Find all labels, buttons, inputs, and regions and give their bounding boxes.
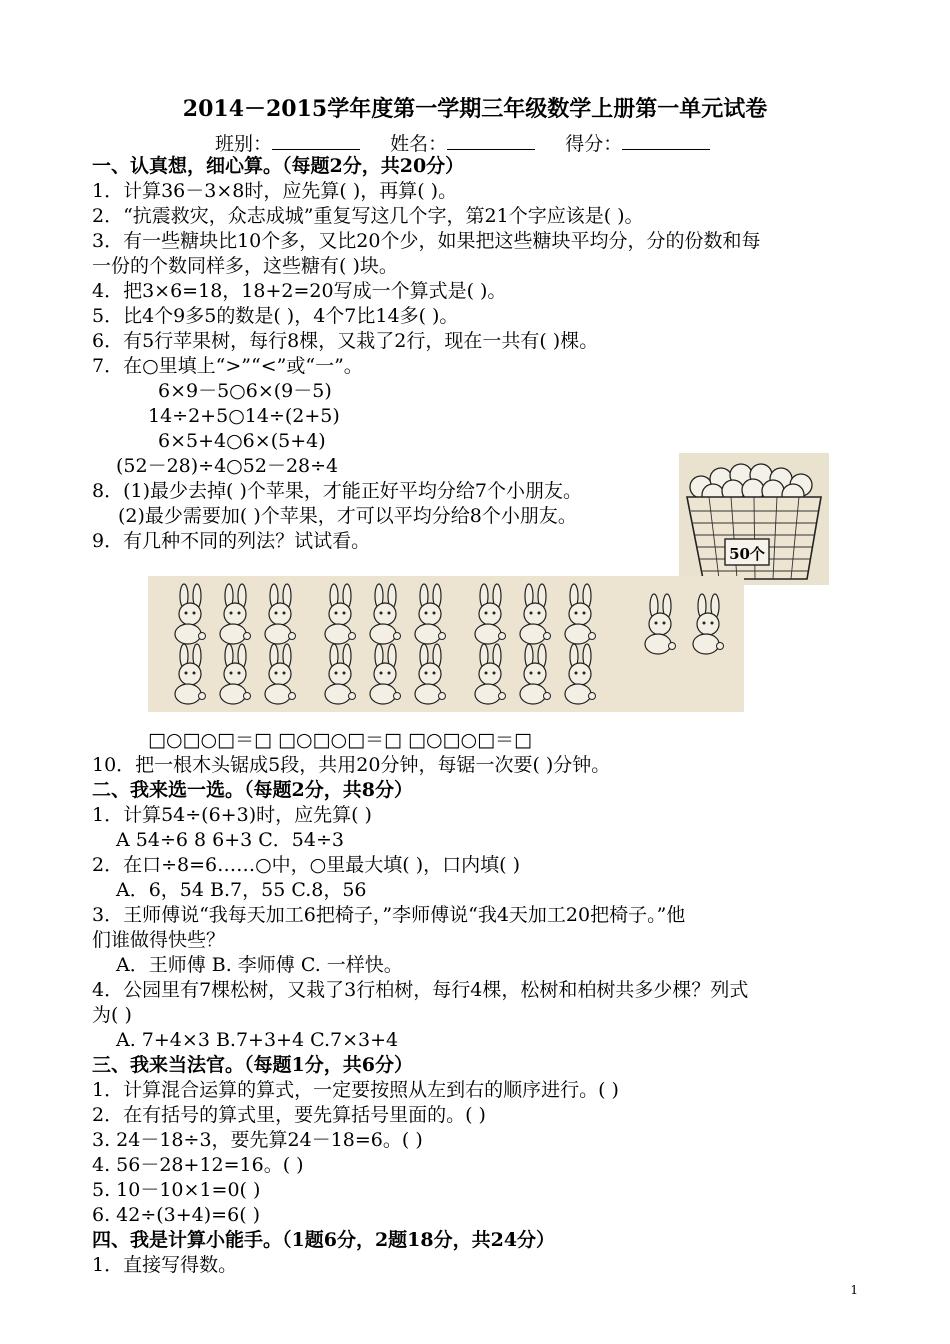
choice-line: A．6，54 B.7，55 C.8，56 — [116, 879, 367, 901]
question-line: 1．计算54÷(6+3)时，应先算( ) — [92, 804, 372, 826]
class-blank[interactable] — [272, 131, 360, 150]
section-1-heading: 一、认真想，细心算。（每题2分，共20分） — [92, 155, 465, 177]
compare-item: 6×9－5○6×(9－5) — [158, 380, 332, 402]
name-label: 姓名： — [390, 133, 448, 155]
rabbits-image — [148, 576, 744, 712]
class-label: 班别： — [215, 133, 273, 155]
page-number: 1 — [850, 1283, 858, 1297]
question-line: 2．“抗震救灾，众志成城”重复写这几个字，第21个字应该是( )。 — [92, 205, 644, 227]
question-line: 6. 42÷(3+4)=6( ) — [92, 1204, 261, 1226]
question-line: 1．直接写得数。 — [92, 1254, 238, 1276]
compare-item: (52－28)÷4○52－28÷4 — [116, 455, 339, 477]
apple-basket-image — [679, 453, 829, 585]
question-line: 3．有一些糖块比10个多，又比20个少，如果把这些糖块平均分，分的份数和每 — [92, 230, 761, 252]
compare-item: 14÷2+5○14÷(2+5) — [148, 405, 340, 427]
question-line: 2．在口÷8=6……○中，○里最大填( )，口内填( ) — [92, 854, 520, 876]
question-line: 6．有5行苹果树，每行8棵，又栽了2行，现在一共有( )棵。 — [92, 330, 599, 352]
compare-item: 6×5+4○6×(5+4) — [158, 430, 326, 452]
question-line: 1．计算混合运算的算式，一定要按照从左到右的顺序进行。( ) — [92, 1079, 619, 1101]
question-line: 7．在○里填上“>”“<”或“一”。 — [92, 355, 363, 377]
score-blank[interactable] — [622, 131, 710, 150]
question-line: 3．王师傅说“我每天加工6把椅子，”李师傅说“我4天加工20把椅子。”他 — [92, 904, 686, 926]
question-line: 9．有几种不同的列法？试试看。 — [92, 530, 371, 552]
question-line: 为( ) — [92, 1004, 132, 1026]
question-line: 一份的个数同样多，这些糖有( )块。 — [92, 255, 398, 277]
question-line: 3. 24－18÷3，要先算24－18=6。( ) — [92, 1129, 423, 1151]
question-line: 4．公园里有7棵松树，又栽了3行柏树，每行4棵，松树和柏树共多少棵？列式 — [92, 979, 749, 1001]
question-line: (2)最少需要加( )个苹果，才可以平均分给8个小朋友。 — [118, 505, 577, 527]
choice-line: A. 7+4×3 B.7+3+4 C.7×3+4 — [116, 1029, 399, 1051]
question-line: 4. 56－28+12=16。( ) — [92, 1154, 304, 1176]
section-2-heading: 二、我来选一选。（每题2分，共8分） — [92, 779, 413, 801]
question-line: 1．计算36－3×8时，应先算( )，再算( )。 — [92, 180, 458, 202]
choice-line: A．王师傅 B. 李师傅 C. 一样快。 — [116, 954, 403, 976]
question-line: 们谁做得快些？ — [92, 929, 226, 951]
section-3-heading: 三、我来当法官。（每题1分，共6分） — [92, 1054, 413, 1076]
question-line: 10．把一根木头锯成5段，共用20分钟，每锯一次要( )分钟。 — [92, 754, 611, 776]
choice-line: A 54÷6 8 6+3 C．54÷3 — [116, 829, 344, 851]
question-line: 5. 10－10×1=0( ) — [92, 1179, 261, 1201]
answer-boxes: □○□○□＝□ □○□○□＝□ □○□○□＝□ — [148, 729, 532, 751]
name-blank[interactable] — [447, 131, 535, 150]
rabbits-icon — [148, 576, 744, 712]
basket-label: 50个 — [729, 545, 765, 563]
page-title: 2014－2015学年度第一学期三年级数学上册第一单元试卷 — [182, 96, 768, 122]
question-line: 5．比4个9多5的数是( )，4个7比14多( )。 — [92, 305, 459, 327]
question-line: 8．(1)最少去掉( )个苹果，才能正好平均分给7个小朋友。 — [92, 480, 582, 502]
question-line: 4．把3×6=18，18+2=20写成一个算式是( )。 — [92, 280, 507, 302]
score-label: 得分： — [565, 133, 623, 155]
section-4-heading: 四、我是计算小能手。（1题6分，2题18分，共24分） — [92, 1229, 556, 1251]
basket-icon — [679, 453, 829, 585]
question-line: 2．在有括号的算式里，要先算括号里面的。( ) — [92, 1104, 486, 1126]
